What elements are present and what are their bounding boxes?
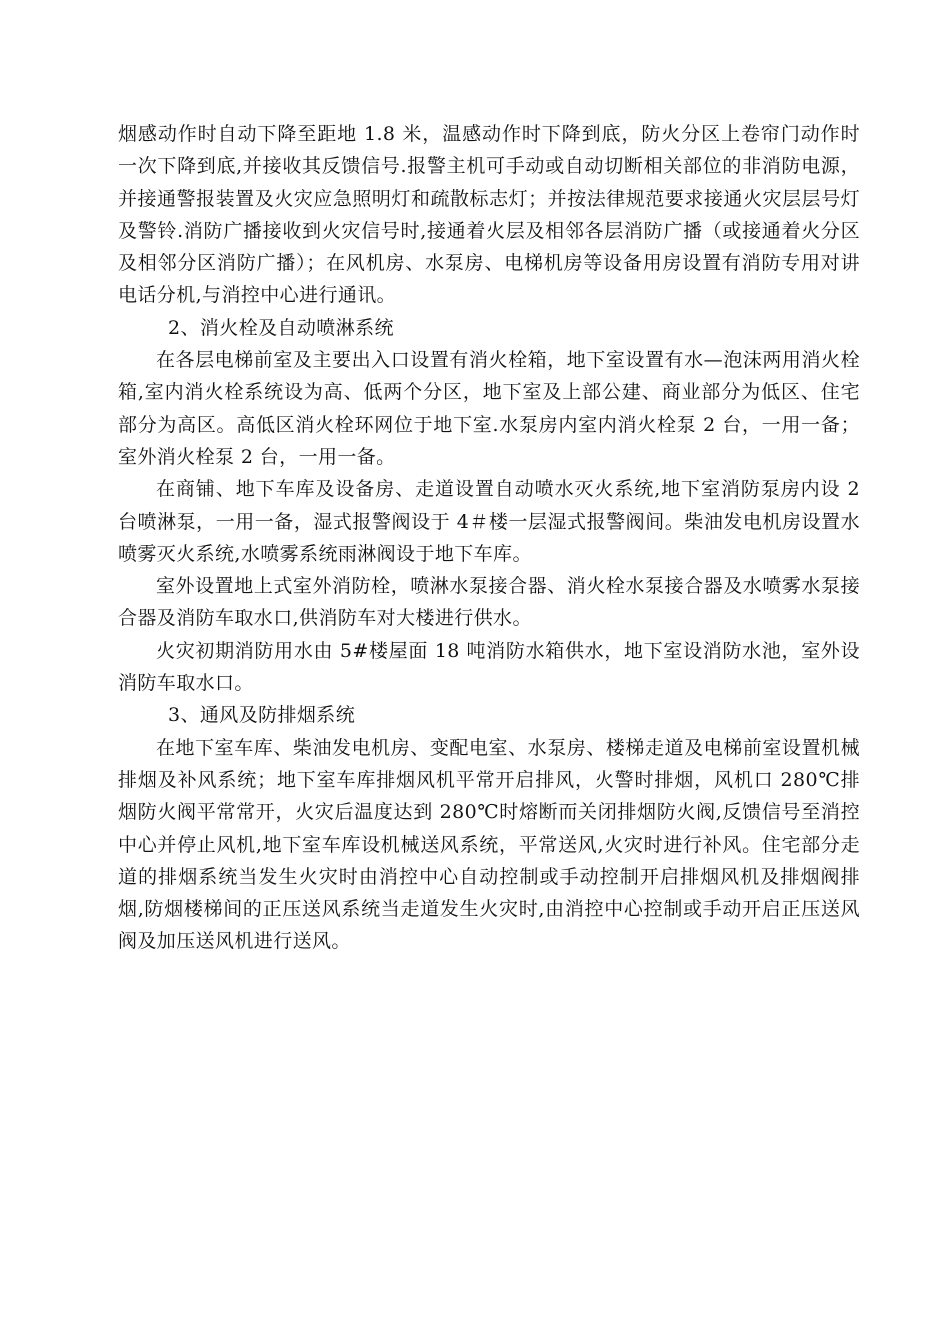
heading-ventilation-smoke: 3、通风及防排烟系统 [168,704,356,727]
paragraph-hydrant-system: 在各层电梯前室及主要出入口设置有消火栓箱，地下室设置有水—泡沫两用消火栓箱,室内消火栓系统设为高、低两个分区，地下室及上部公建、商业部分为低区、住宅部分为高区。高低区消火栓环网位于地下室.水泵房内室内消火栓泵 2 台，一用一备；室外消火栓泵 2 台，一用一备。 [118,349,860,468]
paragraph-initial-water-supply: 火灾初期消防用水由 5#楼屋面 18 吨消防水箱供水，地下室设消防水池，室外设消防车取水口。 [118,639,860,695]
paragraph-sprinkler-system: 在商铺、地下车库及设备房、走道设置自动喷水灭火系统,地下室消防泵房内设 2 台喷淋泵，一用一备，湿式报警阀设于 4＃楼一层湿式报警阀间。柴油发电机房设置水喷雾灭火系统,水喷雾系统雨淋阀设于地下车库。 [118,478,860,565]
document-page [118,118,860,958]
paragraph-outdoor-hydrant: 室外设置地上式室外消防栓，喷淋水泵接合器、消火栓水泵接合器及水喷雾水泵接合器及消防车取水口,供消防车对大楼进行供水。 [118,575,860,630]
paragraph-alarm-linkage: 烟感动作时自动下降至距地 1.8 米，温感动作时下降到底，防火分区上卷帘门动作时一次下降到底,并接收其反馈信号.报警主机可手动或自动切断相关部位的非消防电源，并接通警报装置及火灾应急照明灯和疏散标志灯；并按法律规范要求接通火灾层层号灯及警铃.消防广播接收到火灾信号时,接通着火层及相邻各层消防广播（或接通着火分区及相邻分区消防广播）；在风机房、水泵房、电梯机房等设备用房设置有消防专用对讲电话分机,与消控中心进行通讯。 [118,123,860,307]
paragraph-smoke-exhaust: 在地下室车库、柴油发电机房、变配电室、水泵房、楼梯走道及电梯前室设置机械排烟及补风系统；地下室车库排烟风机平常开启排风，火警时排烟，风机口 280℃排烟防火阀平常常开，火灾后温度达到 280℃时熔断而关闭排烟防火阀,反馈信号至消控中心并停止风机,地下室车库设机械送风系统，平常送风,火灾时进行补风。住宅部分走道的排烟系统当发生火灾时由消控中心自动控制或手动控制开启排烟风机及排烟阀排烟,防烟楼梯间的正压送风系统当走道发生火灾时,由消控中心控制或手动开启正压送风阀及加压送风机进行送风。 [118,736,860,953]
heading-hydrant-sprinkler: 2、消火栓及自动喷淋系统 [168,316,394,339]
